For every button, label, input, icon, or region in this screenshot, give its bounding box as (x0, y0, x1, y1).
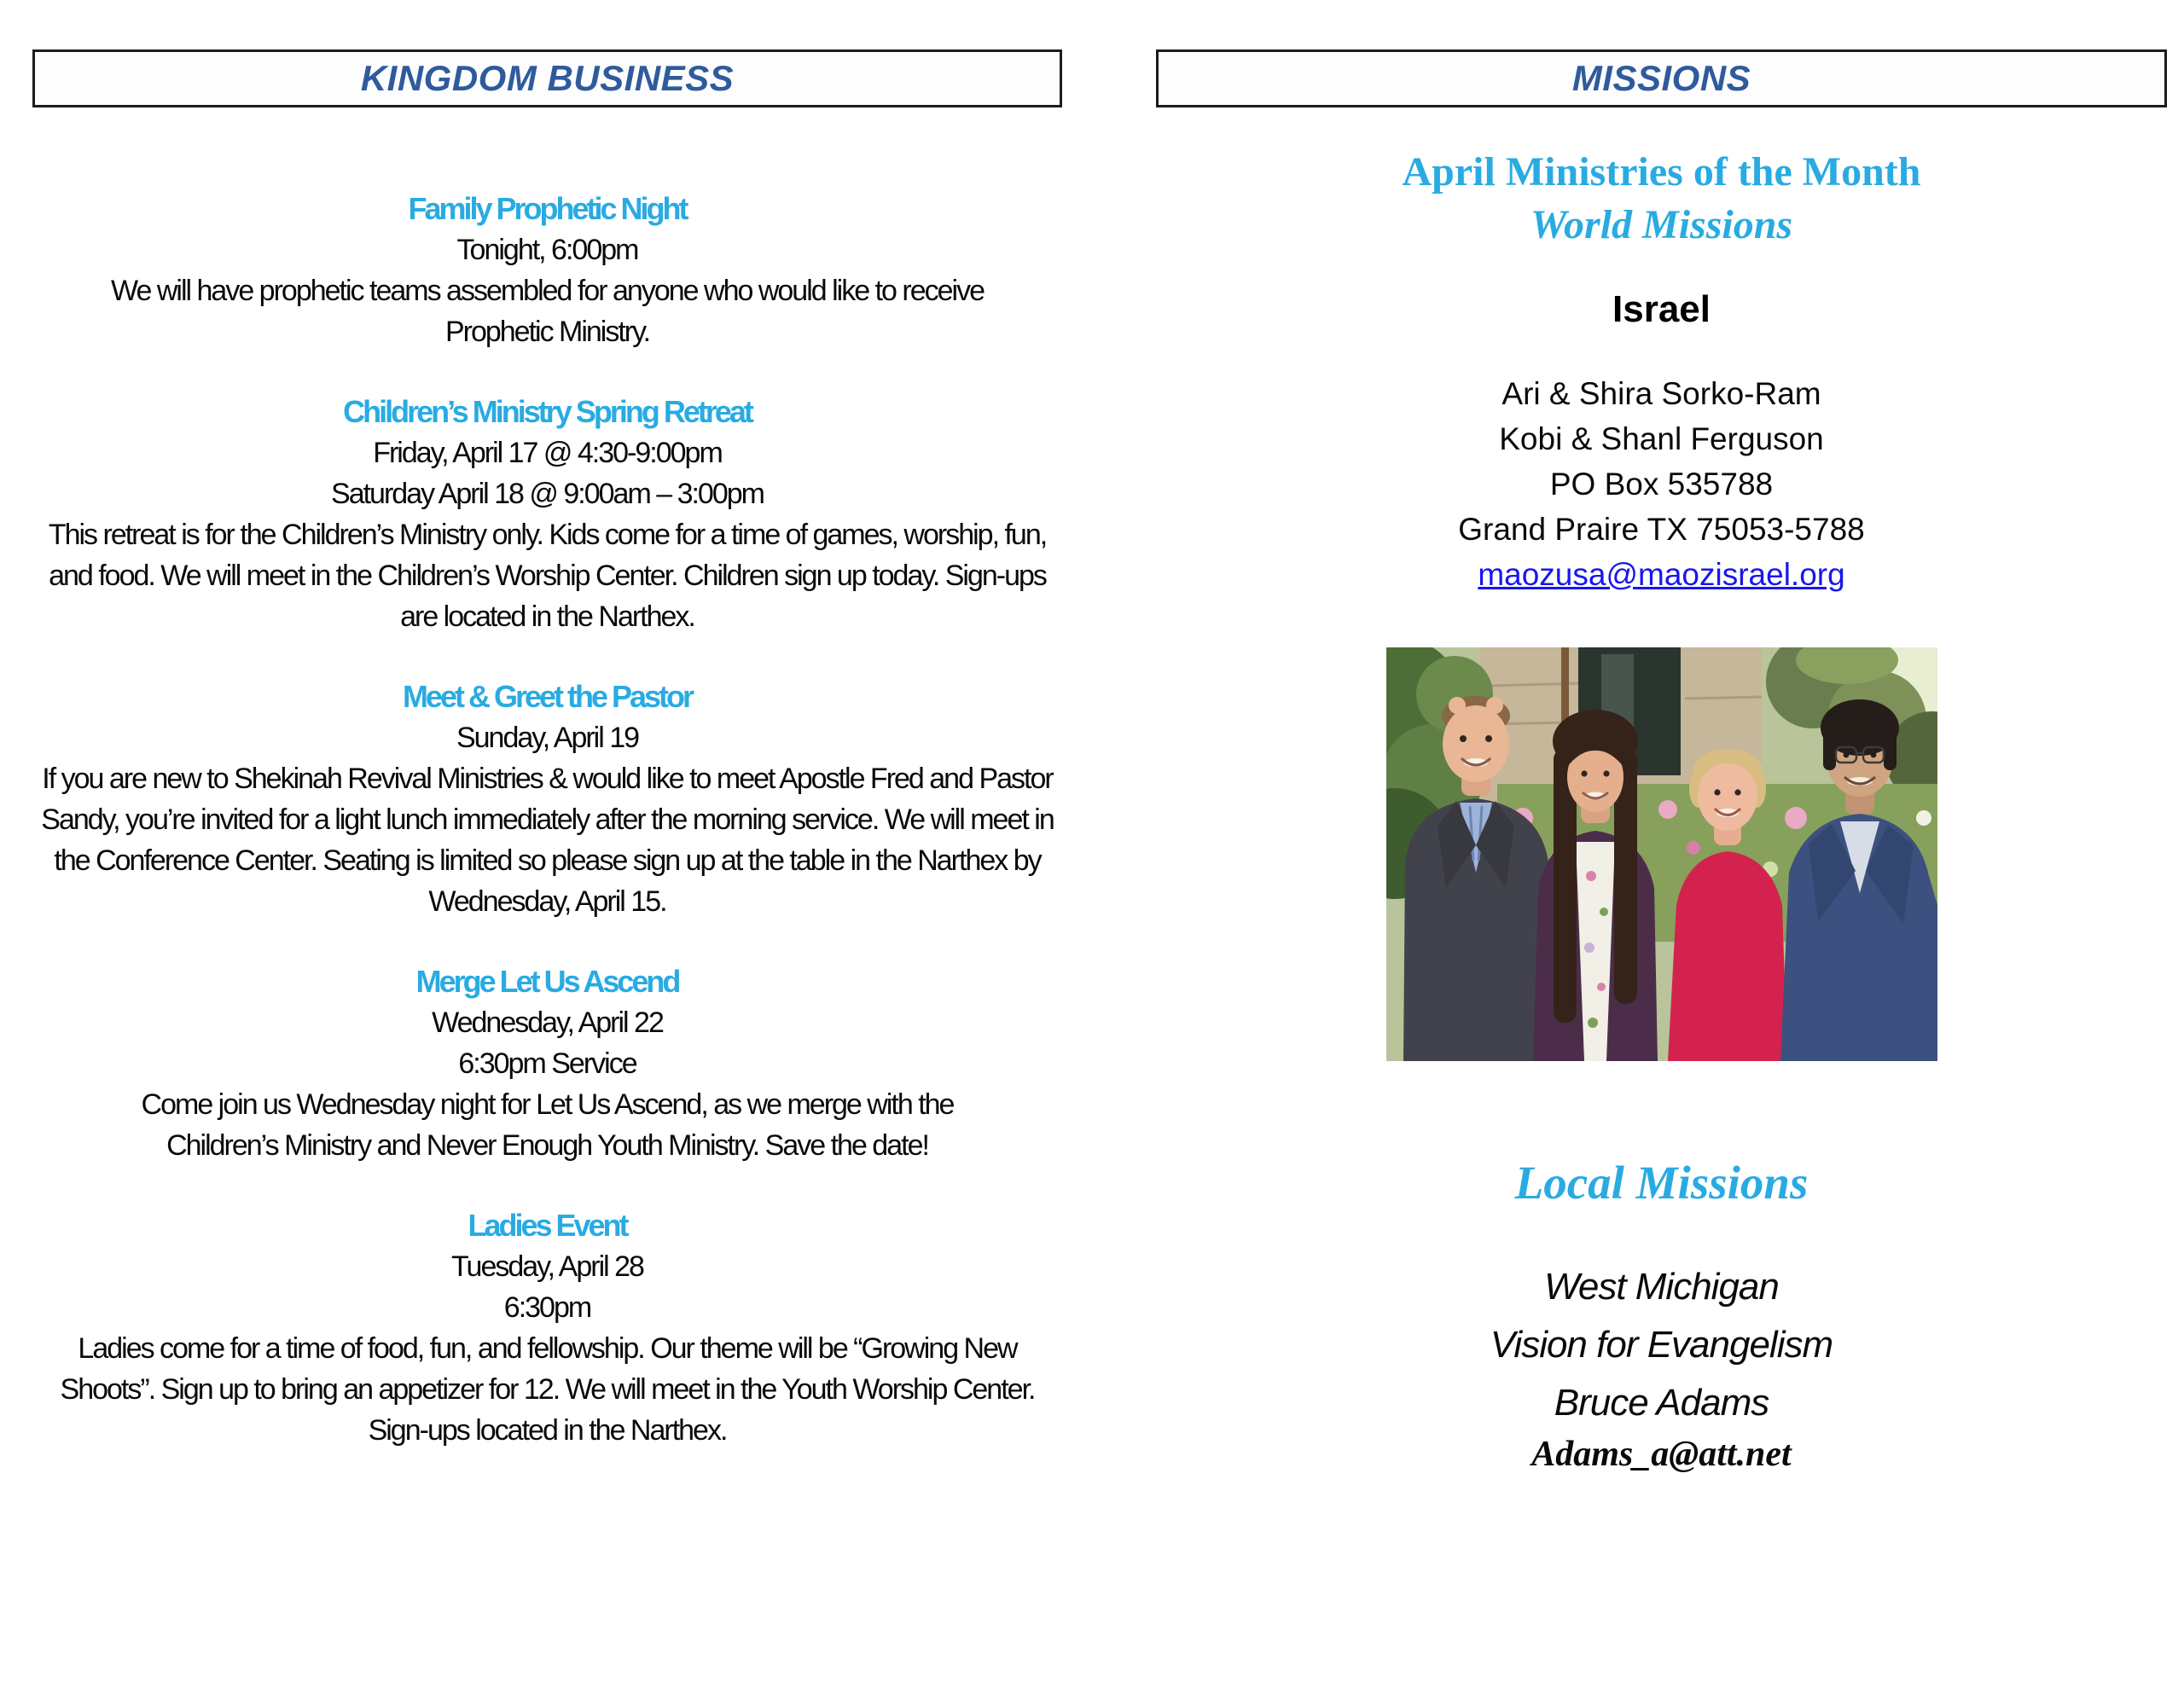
missionary-address-block (1156, 371, 2167, 597)
address-line: PO Box 535788 (1549, 467, 1774, 502)
event-detail: 6:30pm (503, 1291, 591, 1324)
event-ladies-event (32, 1205, 1062, 1451)
event-detail: Saturday April 18 @ 9:00am – 3:00pm (331, 478, 764, 510)
maoz-email-link[interactable]: maozusa@maozisrael.org (1478, 557, 1845, 592)
event-childrens-ministry-spring-retreat (32, 392, 1062, 637)
event-merge-let-us-ascend (32, 961, 1062, 1166)
event-description: This retreat is for the Children’s Ministry only. Kids come for a time of games, worship, fun, and food. We will meet in the Children’s Worship Center. Children sign up today. Sign-ups are located in the Narthex. (48, 519, 1047, 633)
kingdom-business-title: KINGDOM BUSINESS (360, 58, 735, 98)
address-line: Kobi & Shanl Ferguson (1499, 421, 1824, 456)
ministries-of-the-month-title: April Ministries of the Month (1402, 149, 1921, 194)
kingdom-business-column (32, 49, 1062, 1451)
local-mission-line: Bruce Adams (1554, 1382, 1769, 1424)
event-title: Meet & Greet the Pastor (402, 679, 693, 714)
country-heading: Israel (1612, 288, 1711, 330)
maoz-email-row (1156, 552, 2167, 597)
event-title: Children’s Ministry Spring Retreat (343, 394, 752, 429)
missionaries-team-photo (1386, 647, 1937, 1061)
missions-column (1156, 49, 2167, 1476)
event-detail: Friday, April 17 @ 4:30-9:00pm (373, 437, 722, 469)
event-description: We will have prophetic teams assembled for anyone who would like to receive Prophetic Ministry. (111, 275, 984, 348)
event-title: Family Prophetic Night (408, 191, 687, 226)
event-detail: Tonight, 6:00pm (456, 234, 638, 266)
events-list (32, 107, 1062, 1451)
missions-header (1156, 49, 2167, 107)
local-mission-line: Vision for Evangelism (1490, 1324, 1833, 1366)
kingdom-business-header (32, 49, 1062, 107)
address-line: Grand Praire TX 75053-5788 (1458, 512, 1865, 547)
world-missions-title: World Missions (1530, 202, 1793, 247)
event-detail: Tuesday, April 28 (451, 1250, 643, 1283)
event-family-prophetic-night (32, 189, 1062, 352)
local-missions-block (1156, 1258, 2167, 1432)
missions-title: MISSIONS (1571, 58, 1751, 98)
event-detail: 6:30pm Service (458, 1047, 636, 1080)
event-detail: Sunday, April 19 (456, 722, 639, 754)
event-title: Ladies Event (468, 1208, 627, 1243)
address-line: Ari & Shira Sorko-Ram (1502, 376, 1821, 411)
local-mission-line: West Michigan (1544, 1266, 1779, 1308)
event-title: Merge Let Us Ascend (415, 964, 679, 999)
event-description: Come join us Wednesday night for Let Us Ascend, as we merge with the Children’s Ministry and Never Enough Youth Ministry. Save the date! (141, 1088, 954, 1162)
event-description: Ladies come for a time of food, fun, and fellowship. Our theme will be “Growing New Shoots”. Sign up to bring an appetizer for 12. We will meet in the Youth Worship Center. Sign-ups located in the Narthex. (60, 1332, 1035, 1447)
event-description: If you are new to Shekinah Revival Ministries & would like to meet Apostle Fred and Pastor Sandy, you’re invited for a light lunch immediately after the morning service. We will meet in the Conference Center. Seating is limited so please sign up at the table in the Narthex by Wednesday, April 15. (41, 763, 1054, 918)
local-missions-title: Local Missions (1514, 1157, 1809, 1209)
local-missions-email: Adams_a@att.net (1531, 1435, 1792, 1474)
event-meet-and-greet-the-pastor (32, 676, 1062, 922)
event-detail: Wednesday, April 22 (432, 1006, 663, 1039)
